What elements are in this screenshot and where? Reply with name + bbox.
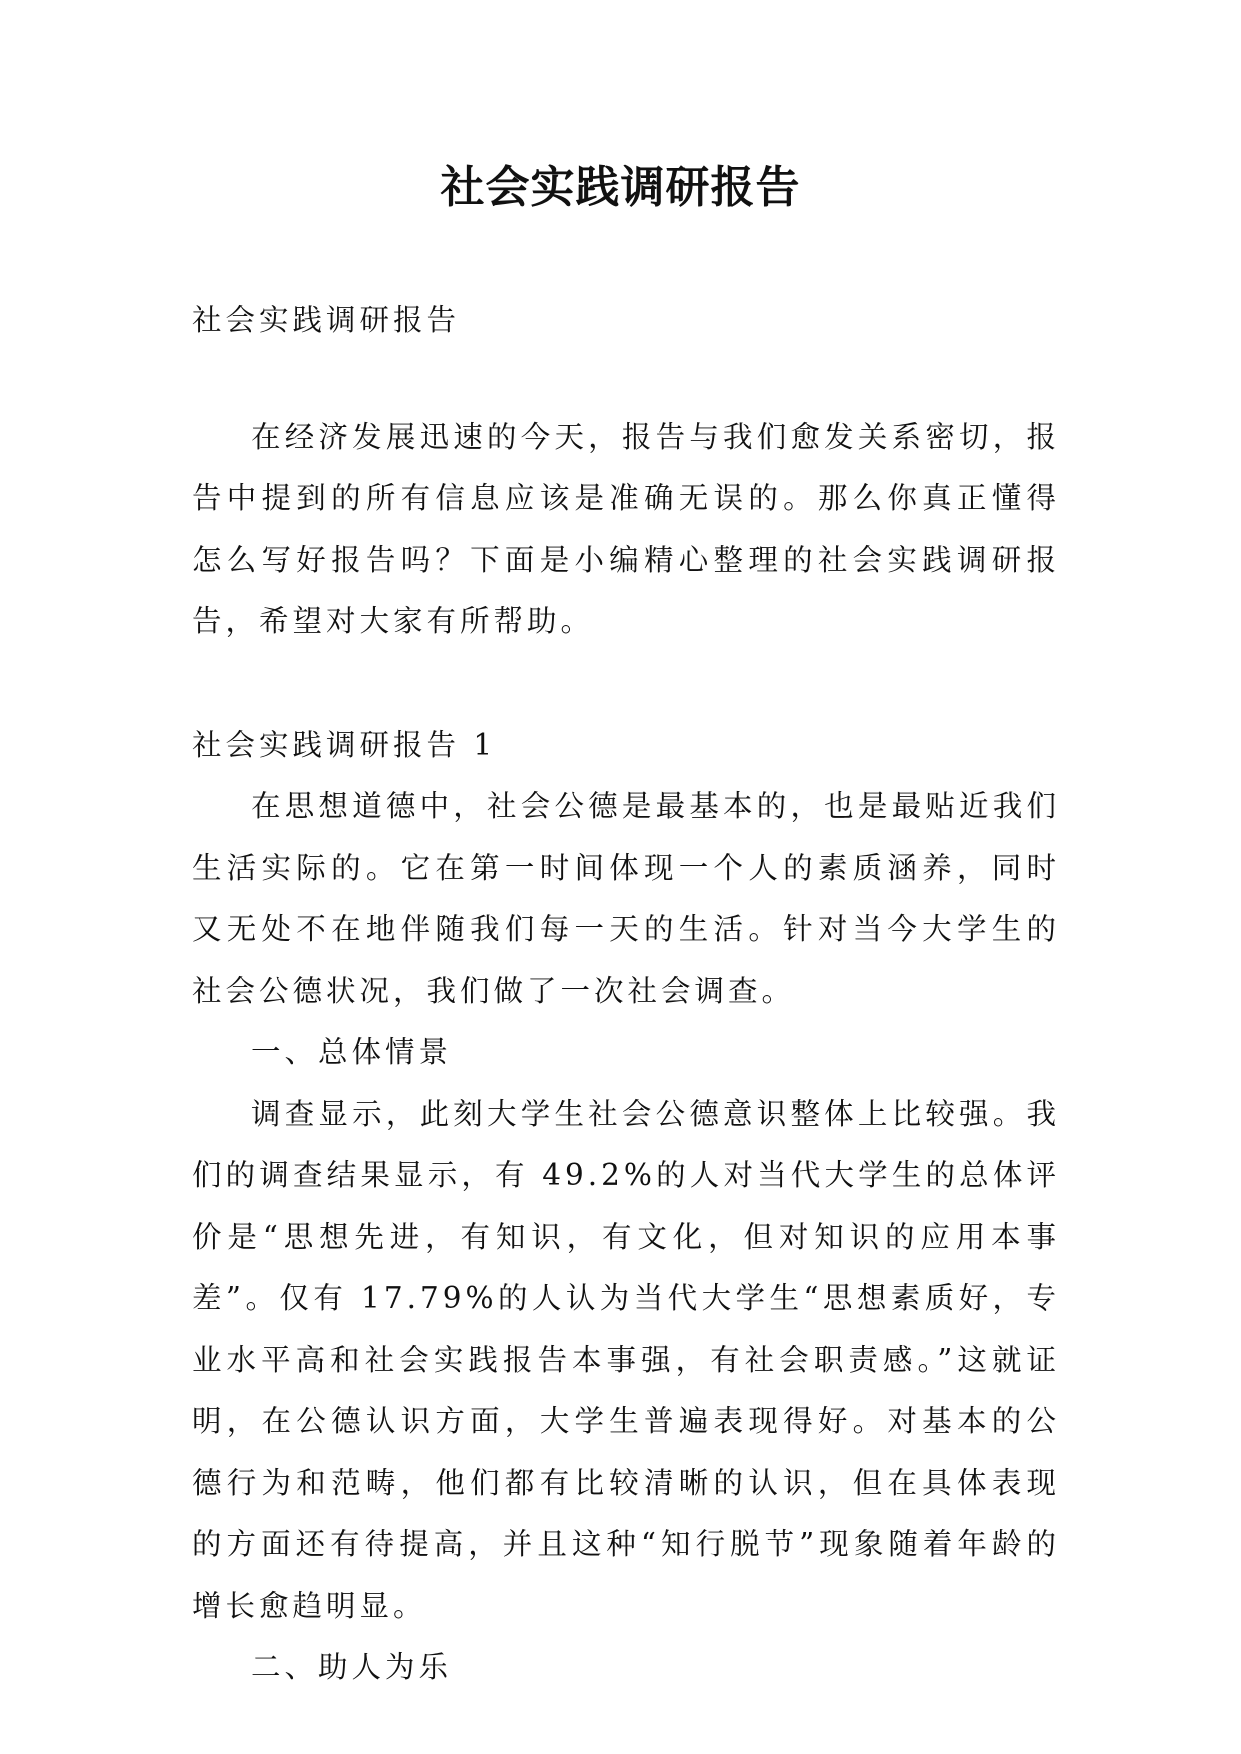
paragraph: 在思想道德中，社会公德是最基本的，也是最贴近我们生活实际的。它在第一时间体现一个人的素质涵养，同时又无处不在地伴随我们每一天的生活。针对当今大学生的社会公德状况，我们做了一次社会调查。 bbox=[192, 789, 1060, 1008]
document-title: 社会实践调研报告 bbox=[440, 162, 801, 213]
section-heading: 一、总体情景 bbox=[251, 1035, 453, 1069]
document-body bbox=[192, 290, 1060, 1699]
section-title: 社会实践调研报告 1 bbox=[192, 727, 497, 762]
document-subtitle: 社会实践调研报告 bbox=[192, 303, 461, 337]
section-heading: 二、助人为乐 bbox=[251, 1650, 453, 1684]
intro-paragraph: 在经济发展迅速的今天，报告与我们愈发关系密切，报告中提到的所有信息应该是准确无误的。那么你真正懂得怎么写好报告吗？下面是小编精心整理的社会实践调研报告，希望对大家有所帮助。 bbox=[192, 419, 1060, 638]
paragraph: 调查显示，此刻大学生社会公德意识整体上比较强。我们的调查结果显示，有 49.2%的人对当代大学生的总体评价是“思想先进，有知识，有文化，但对知识的应用本事差”。仅有 17.79%的人认为当代大学生“思想素质好，专业水平高和社会实践报告本事强，有社会职责感。”这就证明，在公德认识方面，大学生普遍表现得好。对基本的公德行为和范畴，他们都有比较清晰的认识，但在具体表现的方面还有待提高，并且这种“知行脱节”现象随着年龄的增长愈趋明显。 bbox=[192, 1096, 1060, 1623]
